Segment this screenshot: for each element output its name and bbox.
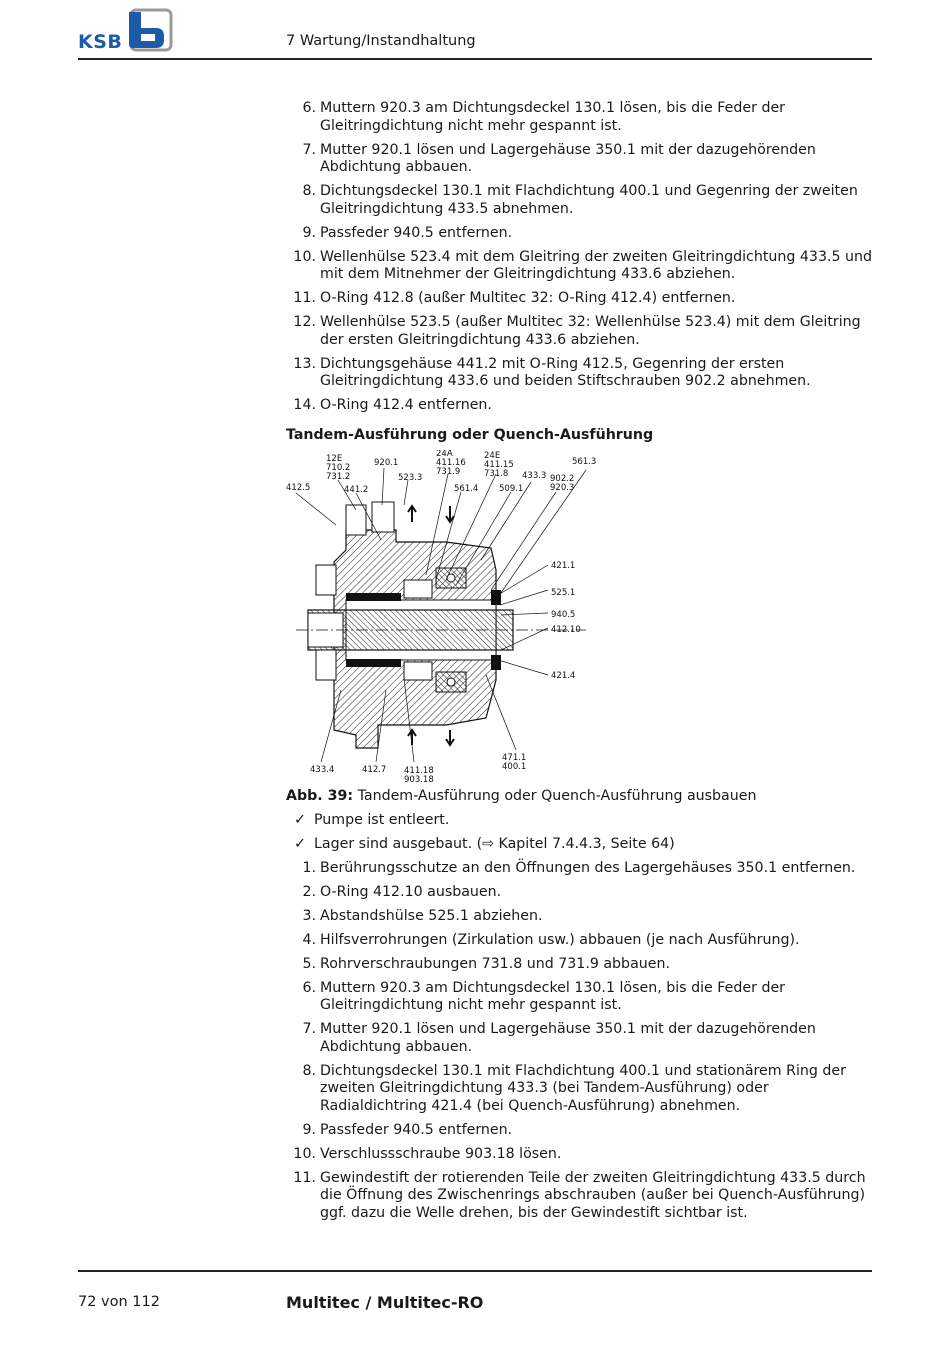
figure-caption <box>286 788 876 806</box>
checkmark-icon: ✓ <box>294 811 306 828</box>
ksb-logo <box>78 8 178 54</box>
list-item: 13. Dichtungsgehäuse 441.2 mit O-Ring 412.5, Gegenring der ersten Gleitringdichtung 433.6 und beiden Stiftschrauben 902.2 abnehmen. <box>293 355 811 389</box>
label-412-10: 412.10 <box>551 625 581 635</box>
main-content <box>286 100 876 1229</box>
technical-drawing <box>286 450 616 788</box>
list-item: 14. O-Ring 412.4 entfernen. <box>293 397 492 413</box>
list-item: 2. O-Ring 412.10 ausbauen. <box>302 883 502 900</box>
label-731-2: 731.2 <box>326 472 351 482</box>
seal-cross-section-drawing <box>286 450 616 788</box>
caption-label: Abb. 39: <box>286 788 354 804</box>
list-item: 5. Rohrverschraubungen 731.8 und 731.9 abbauen. <box>302 955 670 972</box>
list-item: ✓ Pumpe ist entleert. <box>294 811 450 828</box>
list-item: 9. Passfeder 940.5 entfernen. <box>302 224 513 241</box>
label-24e: 24E <box>484 451 501 461</box>
label-412-5: 412.5 <box>286 483 311 493</box>
list-item: 3. Abstandshülse 525.1 abziehen. <box>302 907 543 924</box>
label-471-1: 471.1 <box>502 753 527 763</box>
steps-list-first <box>286 100 876 415</box>
label-411-16: 411.16 <box>436 458 466 468</box>
list-item: 10. Verschlussschraube 903.18 lösen. <box>293 1145 562 1162</box>
logo-mark-icon <box>126 8 174 52</box>
list-item: 8. Dichtungsdeckel 130.1 mit Flachdichtung 400.1 und stationärem Ring der zweiten Gleitringdichtung 433.3 (bei Tandem-Ausführung) oder Radialdichtring 421.4 (bei Quench-Ausführung) abnehmen. <box>302 1062 846 1114</box>
list-item: 8. Dichtungsdeckel 130.1 mit Flachdichtung 400.1 und Gegenring der zweiten Gleitringdichtung 433.5 abnehmen. <box>302 183 858 217</box>
footer-divider <box>78 1270 872 1272</box>
label-433-3: 433.3 <box>522 471 547 481</box>
list-item: 11. O-Ring 412.8 (außer Multitec 32: O-Ring 412.4) entfernen. <box>293 290 736 306</box>
label-731-9: 731.9 <box>436 467 461 477</box>
steps-list-second <box>286 860 876 1223</box>
list-item: 6. Muttern 920.3 am Dichtungsdeckel 130.1 lösen, bis die Feder der Gleitringdichtung nicht mehr gespannt ist. <box>302 979 786 1013</box>
label-441-2: 441.2 <box>344 485 369 495</box>
list-item: 9. Passfeder 940.5 entfernen. <box>302 1121 513 1138</box>
label-710-2: 710.2 <box>326 463 351 473</box>
label-731-8: 731.8 <box>484 469 509 479</box>
label-24a: 24A <box>436 450 453 459</box>
caption-text: Tandem-Ausführung oder Quench-Ausführung ausbauen <box>357 788 757 804</box>
label-561-4: 561.4 <box>454 484 479 494</box>
checkmark-icon: ✓ <box>294 835 306 852</box>
list-item: 12. Wellenhülse 523.5 (außer Multitec 32: Wellenhülse 523.4) mit dem Gleitring der ersten Gleitringdichtung 433.6 abziehen. <box>293 314 861 348</box>
label-525-1: 525.1 <box>551 588 576 598</box>
page-header <box>0 0 950 62</box>
prerequisites-list <box>292 812 876 854</box>
list-item: ✓ Lager sind ausgebaut. (⇨ Kapitel 7.4.4.3, Seite 64) <box>294 835 675 852</box>
page-number: 72 von 112 <box>78 1294 160 1310</box>
list-item: 1. Berührungsschutze an den Öffnungen des Lagergehäuses 350.1 entfernen. <box>302 859 856 876</box>
section-heading: Tandem-Ausführung oder Quench-Ausführung <box>286 426 654 443</box>
header-divider <box>78 58 872 60</box>
chapter-title: 7 Wartung/Instandhaltung <box>286 33 476 49</box>
label-411-15: 411.15 <box>484 460 514 470</box>
label-523-3: 523.3 <box>398 473 423 483</box>
label-400-1: 400.1 <box>502 762 527 772</box>
label-902-2: 902.2 <box>550 474 575 484</box>
label-12e: 12E <box>326 454 343 464</box>
label-421-4: 421.4 <box>551 671 576 681</box>
label-920-3: 920.3 <box>550 483 575 493</box>
label-421-1: 421.1 <box>551 561 576 571</box>
list-item: 7. Mutter 920.1 lösen und Lagergehäuse 350.1 mit der dazugehörenden Abdichtung abbauen. <box>302 1021 816 1055</box>
label-509-1: 509.1 <box>499 484 524 494</box>
list-item: 10. Wellenhülse 523.4 mit dem Gleitring der zweiten Gleitringdichtung 433.5 und mit dem Mitnehmer der Gleitringdichtung 433.6 abziehen. <box>293 248 873 282</box>
document-title: Multitec / Multitec-RO <box>286 1293 484 1312</box>
label-903-18: 903.18 <box>404 775 434 785</box>
label-412-7: 412.7 <box>362 765 387 775</box>
label-433-4: 433.4 <box>310 765 335 775</box>
label-411-18: 411.18 <box>404 766 434 776</box>
label-561-3: 561.3 <box>572 457 597 467</box>
list-item: 7. Mutter 920.1 lösen und Lagergehäuse 350.1 mit der dazugehörenden Abdichtung abbauen. <box>302 141 816 175</box>
list-item: 6. Muttern 920.3 am Dichtungsdeckel 130.1 lösen, bis die Feder der Gleitringdichtung nicht mehr gespannt ist. <box>302 100 786 134</box>
label-920-1: 920.1 <box>374 458 399 468</box>
logo-text: KSB <box>78 31 123 53</box>
list-item: 11. Gewindestift der rotierenden Teile der zweiten Gleitringdichtung 433.5 durch die Öffnung des Zwischenrings abschrauben (außer bei Quench-Ausführung) ggf. dazu die Welle drehen, bis der Gewindestift sichtbar ist. <box>293 1169 866 1221</box>
list-item: 4. Hilfsverrohrungen (Zirkulation usw.) abbauen (je nach Ausführung). <box>302 931 800 948</box>
label-940-5: 940.5 <box>551 610 576 620</box>
